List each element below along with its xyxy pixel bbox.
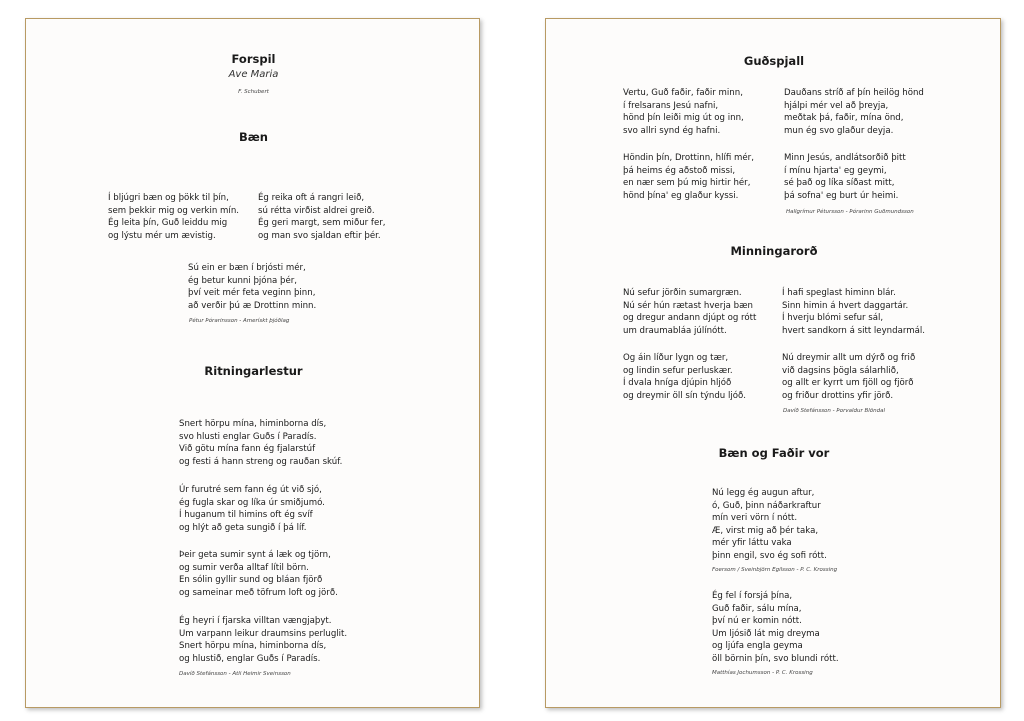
ritningarlestur-stanza-3: Þeir geta sumir synt á læk og tjörn, og sumir verða alltaf lítil börn. En sólin gyllir sund og bláan fjörð og sameinar með töfrum loft og jörð. <box>179 550 338 598</box>
program-page-right <box>545 18 1001 708</box>
section-title-baen-og-fadir-vor: Bæn og Faðir vor <box>718 446 830 460</box>
baen-fadir-vor-credit-1: Foersom / Sveinbjörn Egilsson - P. C. Krossing <box>712 567 838 573</box>
baen-stanza-1: Í bljúgri bæn og þökk til þín, sem þekkir mig og verkin mín. Ég leita þín, Guð leiddu mig og lýstu mér um ævistig. <box>108 193 239 241</box>
gudspjall-stanza-1: Vertu, Guð faðir, faðir minn, í frelsarans Jesú nafni, hönd þín leiði mig út og inn, svo allri synd ég hafni. <box>623 88 744 136</box>
section-title-baen: Bæn <box>238 130 268 144</box>
minningarord-stanza-2: Og áin líður lygn og tær, og lindin sefur perluskær. Í dvala hníga djúpin hljóð og dreymir öll sín týndu ljóð. <box>623 353 747 401</box>
baen-fadir-vor-stanza-2: Ég fel í forsjá þína, Guð faðir, sálu mína, því nú er komin nótt. Um ljósið lát mig dreyma og ljúfa engla geyma öll börnin þín, svo blundi rótt. <box>712 591 839 664</box>
section-title-gudspjall: Guðspjall <box>743 54 805 68</box>
minningarord-stanza-1: Nú sefur jörðin sumargræn. Nú sér hún rætast hverja bæn og dregur andann djúpt og rótt um draumabláa júlínótt. <box>623 288 757 336</box>
section-title-forspil: Forspil <box>231 52 276 66</box>
program-page-left <box>25 18 480 708</box>
section-title-ritningarlestur: Ritningarlestur <box>204 364 303 378</box>
gudspjall-stanza-3: Dauðans stríð af þín heilög hönd hjálpi mér vel að þreyja, meðtak þá, faðir, mína önd, mun ég svo glaður deyja. <box>784 88 924 136</box>
baen-stanza-2: Ég reika oft á rangri leið, sú rétta virðist aldrei greið. Ég geri margt, sem miður fer, og man svo sjaldan eftir þér. <box>258 193 386 241</box>
gudspjall-stanza-4: Minn Jesús, andlátsorðið þitt í mínu hjarta' eg geymi, sé það og líka síðast mitt, þá sofna' eg burt úr heimi. <box>784 153 906 201</box>
minningarord-stanza-4: Nú dreymir allt um dýrð og frið við dagsins þögla sálarhlið, og allt er kyrrt um fjöll og fjörð og friður drottins yfir jörð. <box>782 353 916 401</box>
baen-fadir-vor-credit-2: Matthías Jochumsson - P. C. Krossing <box>712 670 813 676</box>
minningarord-credit: Davíð Stefánsson - Þorvaldur Blöndal <box>783 408 886 414</box>
ritningarlestur-stanza-1: Snert hörpu mína, himinborna dís, svo hlusti englar Guðs í Paradís. Við götu mína fann ég fjalarstúf og festi á hann streng og rauðan skúf. <box>179 419 343 467</box>
section-title-minningarord: Minningarorð <box>730 244 818 258</box>
piece-title: Ave Maria <box>228 69 279 80</box>
baen-fadir-vor-stanza-1: Nú legg ég augun aftur, ó, Guð, þinn náðarkraftur mín veri vörn í nótt. Æ, virst mig að þér taka, mér yfir láttu vaka þinn engil, svo ég sofi rótt. <box>712 488 827 561</box>
ritningarlestur-credit: Davíð Stefánsson - Atli Heimir Sveinsson <box>179 671 291 677</box>
baen-stanza-3: Sú ein er bæn í brjósti mér, ég betur kunni þjóna þér, því veit mér feta veginn þinn, að verðir þú æ Drottinn minn. <box>188 263 317 311</box>
baen-credit: Pétur Þórarinsson - Amerískt þjóðlag <box>189 318 290 324</box>
composer-credit: F. Schubert <box>238 89 269 95</box>
minningarord-stanza-3: Í hafi speglast himinn blár. Sinn himin á hvert daggartár. Í hverju blómi sefur sál, hvert sandkorn á sitt leyndarmál. <box>782 288 925 336</box>
ritningarlestur-stanza-4: Ég heyri í fjarska villtan vængjaþyt. Um varpann leikur draumsins perluglit. Snert hörpu mína, himinborna dís, og hlustið, englar Guðs í Paradís. <box>179 616 348 664</box>
ritningarlestur-stanza-2: Úr furutré sem fann ég út við sjó, ég fugla skar og líka úr smiðjumó. Í huganum til himins oft ég svíf og hlýt að geta sungið í þá líf. <box>179 485 325 533</box>
gudspjall-credit: Hallgrímur Pétursson - Þórarinn Guðmundsson <box>786 209 914 215</box>
gudspjall-stanza-2: Höndin þín, Drottinn, hlífi mér, þá heims ég aðstoð missi, en nær sem þú mig hirtir hér, hönd þína' eg glaður kyssi. <box>623 153 754 201</box>
